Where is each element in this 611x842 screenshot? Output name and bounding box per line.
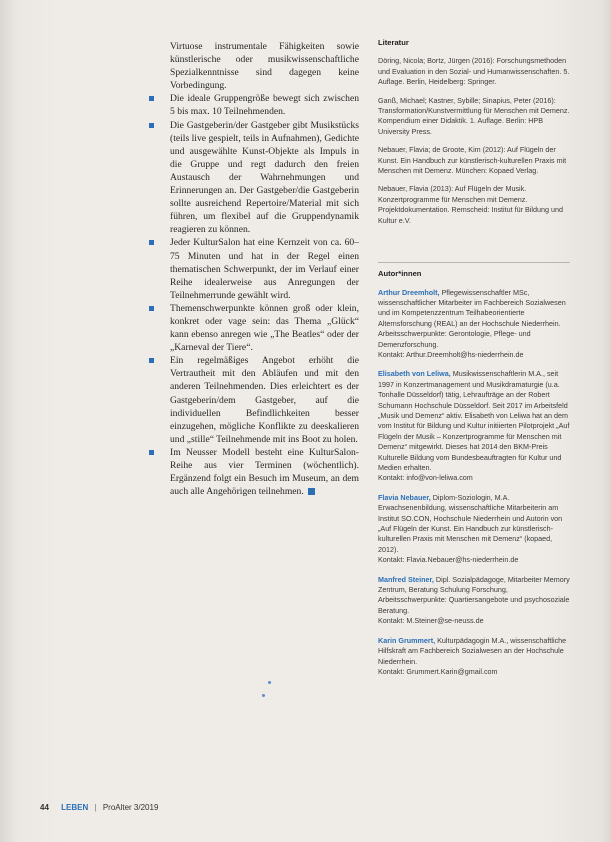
author-bio: Dipl. Sozialpädagoge, Mitarbeiter Memory Zentrum, Beratung Schulung Forschung, Arbeitsschwerpunkte: Quartiersangebote und psychosoziale Beratung. — [378, 574, 570, 615]
author-entry — [378, 493, 570, 566]
bullet-text: Im Neusser Modell besteht eine KulturSalon-Reihe aus vier Terminen (wöchentlich). Ergänzend folgt ein Besuch im Museum, an dem auch alle Angehörigen teilnehmen. — [170, 446, 359, 498]
footer-separator: | — [94, 803, 97, 812]
author-entry — [378, 575, 570, 627]
authors-heading: Autor*innen — [378, 269, 422, 279]
bullet-square-icon — [149, 450, 154, 455]
bullet-square-icon — [149, 306, 154, 311]
author-entry — [378, 636, 570, 678]
page-number: 44 — [40, 803, 49, 812]
literature-entry: Nebauer, Flavia (2013): Auf Flügeln der Musik. Konzertprogramme für Menschen mit Demenz. Projektdokumentation. Remscheid: Institut für Bildung und Kultur e.V. — [378, 184, 563, 225]
bullet-square-icon — [149, 123, 154, 128]
author-bio: Pflegewissenschaftler MSc, wissenschaftlicher Mitarbeiter im Fachbereich Sozialwesen und im Kompetenzzentrum Teilhabeorientierte Alternsforschung (REAL) an der Hochschule Niederrhein. Arbeitsschwerpunkte: Gerontologie, Pflege- und Demenzforschung. — [378, 287, 566, 349]
author-name: Flavia Nebauer, — [378, 492, 431, 502]
literature-entry: Ganß, Michael; Kastner, Sybille; Sinapius, Peter (2016): Transformation/Kunstvermittlung für Menschen mit Demenz. Kompendium einer Didaktik. 1. Auflage. Berlin: HPB University Press. — [378, 95, 570, 136]
body-text-column — [147, 40, 359, 498]
bullet-text: Die ideale Gruppengröße bewegt sich zwischen 5 bis max. 10 Teilnehmenden. — [170, 93, 359, 118]
author-name: Karin Grummert, — [378, 635, 436, 645]
bullet-text: Die Gastgeberin/der Gastgeber gibt Musikstücks (teils live gespielt, teils in Aufnahmen), Gedichte und ausgewählte Kunst-Objekte als Impuls in die Gruppe und regt dadurch den freien Austausch der Wahrnehmungen und Erinnerungen an. Der Gastgeber/die Gastgeberin sollte ausreichend Repertoire/Material mit sich führen, um flexibel auf die Gruppendynamik reagieren zu können. — [170, 119, 359, 236]
bullet-item — [147, 302, 359, 354]
section-divider — [378, 262, 570, 263]
author-contact: Kontakt: Arthur.Dreemholt@hs-niederrhein.de — [378, 349, 524, 359]
bullet-item — [147, 354, 359, 446]
author-name: Arthur Dreemholt, — [378, 287, 440, 297]
author-name: Elisabeth von Leliwa, — [378, 369, 451, 379]
author-contact: Kontakt: info@von-leliwa.com — [378, 473, 473, 483]
author-contact: Kontakt: Flavia.Nebauer@hs-niederrhein.de — [378, 555, 519, 565]
bullet-text: Themenschwerpunkte können groß oder klein, konkret oder vage sein: das Thema „Glück“ kann ebenso anregen wie „The Beatles“ oder der „Karneval der Tiere“. — [170, 302, 359, 354]
bullet-item — [147, 92, 359, 118]
bullet-square-icon — [149, 240, 154, 245]
decorative-dot — [268, 681, 271, 684]
author-name: Manfred Steiner, — [378, 574, 434, 584]
bullet-item — [147, 236, 359, 301]
bullet-item — [147, 446, 359, 498]
sidebar-column — [378, 38, 570, 686]
author-contact: Kontakt: M.Steiner@se-neuss.de — [378, 616, 484, 626]
author-bio: Diplom-Soziologin, M.A. Erwachsenenbildung, wissenschaftliche Mitarbeiterin am Institut SO.CON, Hochschule Niederrhein und Autorin von „Auf Flügeln der Kunst. Ein Handbuch zur künstlerisch-kulturellen Praxis mit Menschen mit Demenz“ (kopaed, 2012). — [378, 492, 563, 554]
author-contact: Kontakt: Grummert.Karin@gmail.com — [378, 666, 498, 676]
decorative-dot — [262, 694, 265, 697]
author-entry — [378, 369, 570, 483]
author-bio: Kulturpädagogin M.A., wissenschaftliche Hilfskraft am Fachbereich Sozialwesen an der Hochschule Niederrhein. — [378, 635, 567, 666]
intro-paragraph: Virtuose instrumentale Fähigkeiten sowie künstlerische oder musikwissenschaftliche Spezialkenntnisse sind dagegen keine Vorbedingung. — [170, 41, 359, 92]
bullet-square-icon — [149, 96, 154, 101]
literature-entry: Nebauer, Flavia; de Groote, Kim (2012): Auf Flügeln der Kunst. Ein Handbuch zur künstlerisch-kulturellen Praxis mit Menschen mit Demenz. München: Kopaed Verlag. — [378, 145, 567, 176]
bullet-list — [147, 92, 359, 498]
bullet-square-icon — [149, 358, 154, 363]
bullet-text: Jeder KulturSalon hat eine Kernzeit von ca. 60–75 Minuten und hat in der Regel einen thematischen Schwerpunkt, der im Verlauf einer Reihe idealerweise aus Anregungen der Teilnehmerrunde gewählt wird. — [170, 237, 359, 301]
literature-entry: Döring, Nicola; Bortz, Jürgen (2016): Forschungsmethoden und Evaluation in den Sozial- und Humanwissenschaften. 5. Auflage. Berlin, Heidelberg: Springer. — [378, 56, 570, 87]
publication-issue: ProAlter 3/2019 — [102, 803, 159, 812]
section-name: LEBEN — [61, 803, 89, 812]
bullet-text: Ein regelmäßiges Angebot erhöht die Vertrautheit mit den Abläufen und mit den anderen Teilnehmenden. Dies erleichtert es der Gastgeberin/dem Gastgeber, auf die individuellen Befindlichkeiten besser einzugehen, mögliche Konflikte zu deeskalieren und „stille“ Teilnehmende mit ins Boot zu holen. — [170, 355, 359, 445]
literature-heading: Literatur — [378, 38, 409, 47]
author-bio: Musikwissenschaftlerin M.A., seit 1997 in Konzertmanagement und Musikdramaturgie (u.a. Tonhalle Düsseldorf) tätig, Lehraufträge an der Robert Schumann Hochschule Düsseldorf. Seit 2017 im Arbeitsfeld „Musik und Demenz“ aktiv. Elisabeth von Leliwa hat an dem vom Institut für Bildung und Kultur initiierten Pilotprojekt „Auf Flügeln der Musik – Konzertprogramme für Menschen mit Demenz“ mitgewirkt. Dieses hat 2014 den BKM-Preis Kulturelle Bildung vom Bundesbeauftragten für Kultur und Medien erhalten. — [378, 369, 570, 472]
page-footer — [40, 803, 158, 812]
end-of-article-icon — [308, 488, 315, 495]
bullet-item — [147, 119, 359, 237]
author-entry — [378, 288, 570, 361]
